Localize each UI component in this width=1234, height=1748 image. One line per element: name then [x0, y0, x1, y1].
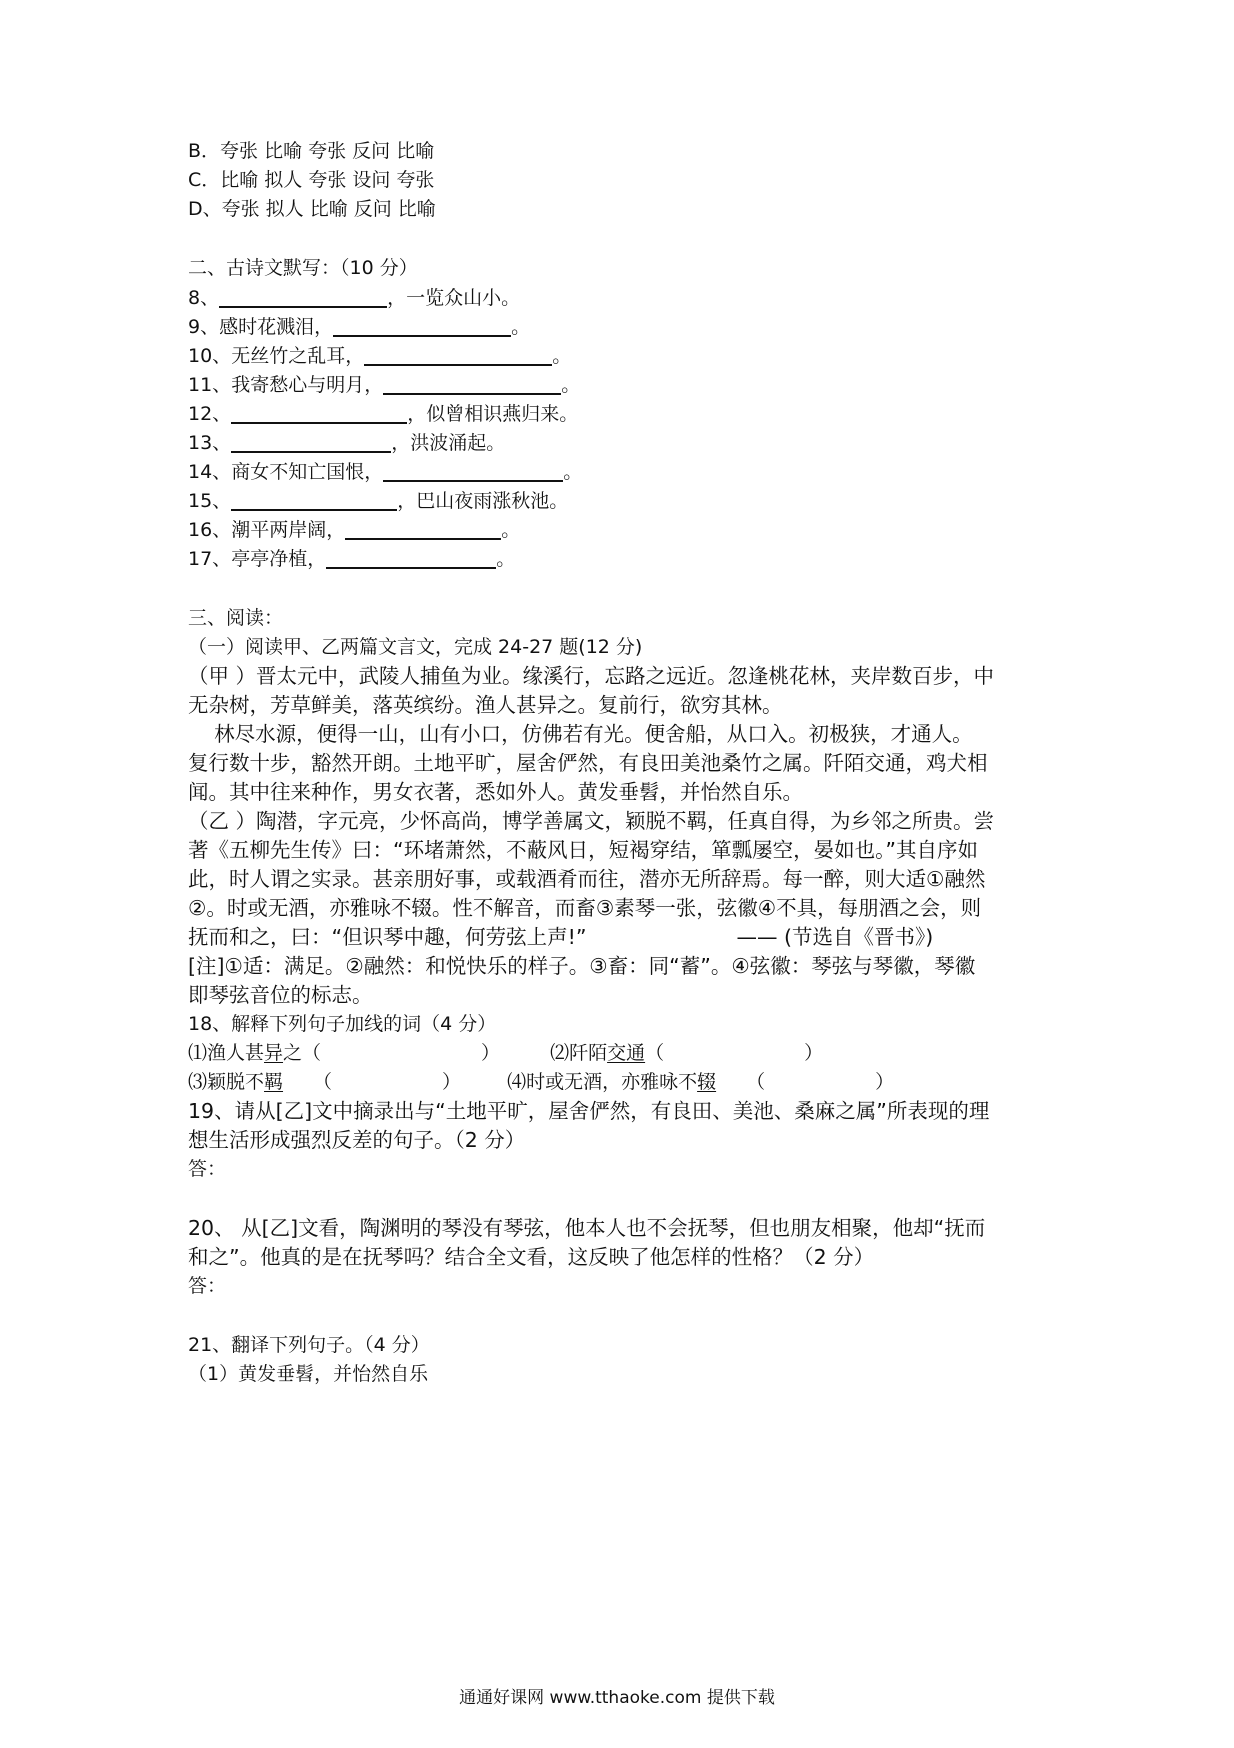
passage-jia-line: 林尽水源，便得一山，山有小口，仿佛若有光。便舍船，从口入。初极狭，才通人。 [188, 722, 973, 746]
answer-blank[interactable] [364, 344, 552, 366]
passage-jia-line: 无杂树，芳草鲜美，落英缤纷。渔人甚异之。复前行，欲穷其林。 [188, 693, 783, 717]
section3-title: 三、阅读： [188, 607, 284, 629]
answer-blank[interactable] [326, 547, 496, 569]
poem-item-16: 16、潮平两岸阔， 。 [188, 519, 521, 541]
underlined-word: 异 [264, 1042, 284, 1064]
passage-yi-line: 此，时人谓之实录。甚亲朋好事，或载酒肴而往，潜亦无所辞焉。每一醉，则大适①融然 [188, 867, 986, 891]
option-b: B．夸张 比喻 夸张 反问 比喻 [188, 140, 435, 162]
answer-blank[interactable] [383, 373, 561, 395]
answer-label: 答： [188, 1275, 227, 1297]
passage-yi-last-line: 抚而和之，曰：“但识琴中趣，何劳弦上声!” —— (节选自《晋书》) [188, 925, 934, 949]
poem-item-12: 12、 ，似曾相识燕归来。 [188, 403, 579, 425]
notes-line: [注]①适：满足。②融然：和悦快乐的样子。③畜：同“蓄”。④弦徽：琴弦与琴徽，琴徽 [188, 954, 976, 978]
answer-blank[interactable] [219, 286, 387, 308]
answer-blank[interactable] [333, 315, 511, 337]
poem-item-10: 10、无丝竹之乱耳， 。 [188, 345, 572, 367]
question-20-line: 和之”。他真的是在抚琴吗？结合全文看，这反映了他怎样的性格？（2 分） [188, 1245, 875, 1269]
question-18-title: 18、解释下列句子加线的词（4 分） [188, 1013, 497, 1035]
passage-yi-line: 著《五柳先生传》曰：“环堵萧然，不蔽风日，短褐穿结，箪瓢屡空，晏如也。”其自序如 [188, 838, 978, 862]
underlined-word: 交通 [607, 1042, 646, 1064]
question-21-item-1: （1）黄发垂髫，并怡然自乐 [188, 1363, 429, 1385]
answer-label: 答： [188, 1158, 227, 1180]
reading-instructions: （一）阅读甲、乙两篇文言文，完成 24-27 题(12 分) [188, 636, 643, 658]
passage-source: —— (节选自《晋书》) [736, 925, 934, 949]
question-21-title: 21、翻译下列句子。（4 分） [188, 1334, 430, 1356]
question-18-row2: ⑶颖脱不羁 （ ） ⑷时或无酒，亦雅咏不辍 （ ） [188, 1071, 895, 1093]
poem-item-8: 8、 ，一览众山小。 [188, 287, 521, 309]
passage-jia-line: （甲 ）晋太元中，武陵人捕鱼为业。缘溪行，忘路之远近。忽逢桃花林，夹岸数百步，中 [188, 664, 995, 688]
answer-blank[interactable] [231, 402, 407, 424]
option-c: C．比喻 拟人 夸张 设问 夸张 [188, 169, 435, 191]
passage-jia-line: 闻。其中往来种作，男女衣著，悉如外人。黄发垂髫，并怡然自乐。 [188, 780, 803, 804]
poem-item-9: 9、感时花溅泪， 。 [188, 316, 531, 338]
answer-blank[interactable] [231, 489, 397, 511]
answer-blank[interactable] [383, 460, 563, 482]
poem-item-11: 11、我寄愁心与明月， 。 [188, 374, 581, 396]
question-19-line: 想生活形成强烈反差的句子。（2 分） [188, 1128, 526, 1152]
question-19-line: 19、请从[乙]文中摘录出与“土地平旷，屋舍俨然，有良田、美池、桑麻之属”所表现的理 [188, 1099, 990, 1123]
answer-blank[interactable] [231, 431, 391, 453]
poem-item-15: 15、 ，巴山夜雨涨秋池。 [188, 490, 569, 512]
notes-line: 即琴弦音位的标志。 [188, 983, 373, 1007]
poem-item-13: 13、 ，洪波涌起。 [188, 432, 506, 454]
poem-item-14: 14、商女不知亡国恨， 。 [188, 461, 583, 483]
poem-item-17: 17、亭亭净植， 。 [188, 548, 516, 570]
answer-blank[interactable] [345, 518, 501, 540]
question-18-row1: ⑴渔人甚异之（ ） ⑵阡陌交通（ ） [188, 1042, 824, 1064]
passage-yi-line: （乙 ）陶潜，字元亮，少怀高尚，博学善属文，颖脱不羁，任真自得，为乡邻之所贵。尝 [188, 809, 995, 833]
underlined-word: 羁 [264, 1071, 284, 1093]
passage-yi-line: ②。时或无酒，亦雅咏不辍。性不解音，而畜③素琴一张，弦徽④不具，每朋酒之会，则 [188, 896, 982, 920]
passage-jia-line: 复行数十步，豁然开朗。土地平旷，屋舍俨然，有良田美池桑竹之属。阡陌交通，鸡犬相 [188, 751, 988, 775]
page-footer: 通通好课网 www.tthaoke.com 提供下载 [459, 1688, 775, 1708]
question-20-line: 20、 从[乙]文看，陶渊明的琴没有琴弦，他本人也不会抚琴，但也朋友相聚，他却“抚而 [188, 1216, 986, 1240]
option-d: D、夸张 拟人 比喻 反问 比喻 [188, 198, 436, 220]
section2-title: 二、古诗文默写：（10 分） [188, 257, 418, 279]
underlined-word: 辍 [697, 1071, 717, 1093]
